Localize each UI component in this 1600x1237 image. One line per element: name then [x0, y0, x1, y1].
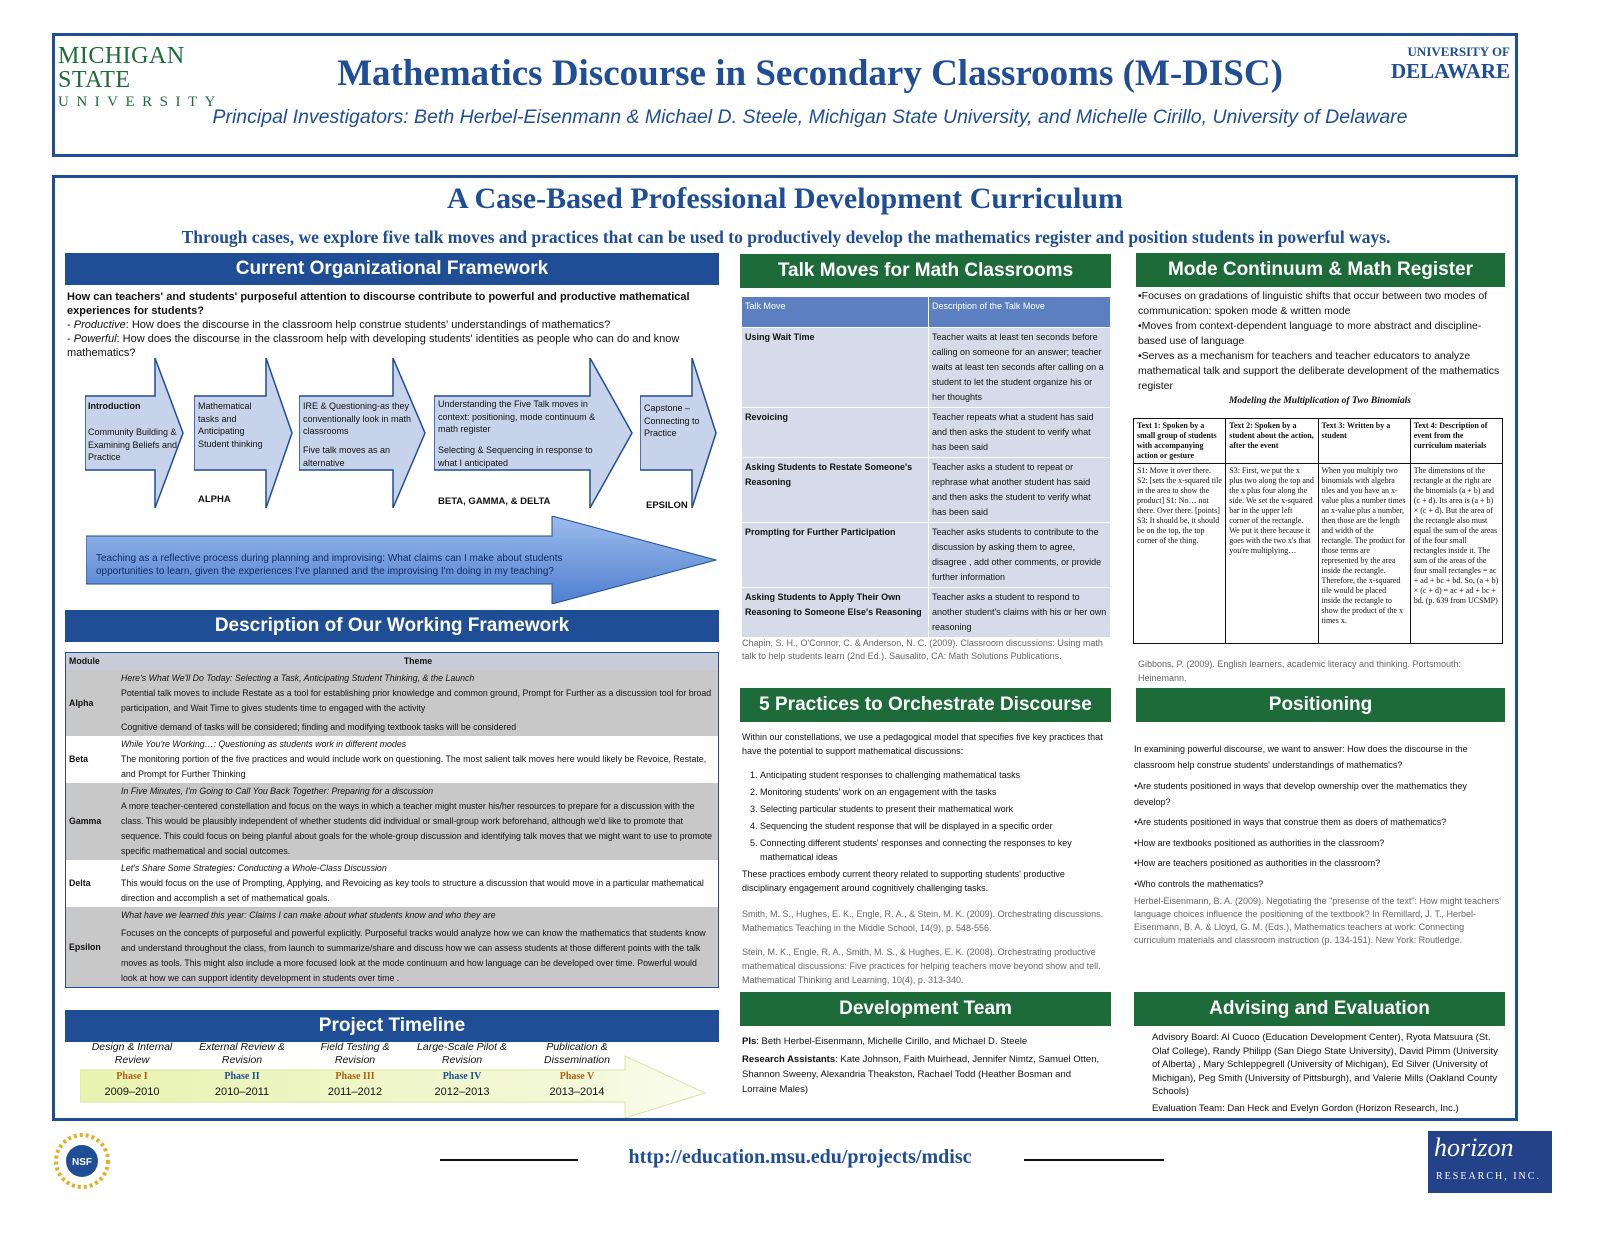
msu-logo [58, 44, 248, 112]
positioning-citation: Herbel-Eisenmann, B. A. (2009). Negotiating the "presense of the text": How might teachers' language choices influence the positioning of the textbook? In Remillard, J. T., Herbel-Eisenmann, B. A. & Lloyd, G. M. (Eds.), Mathematics teachers at work: Connecting curriculum materials and classroom instruction (p. 134-151). New York: Routledge. [1134, 896, 1501, 945]
investigators: Principal Investigators: Beth Herbel-Eisenmann & Michael D. Steele, Michigan State University, and Michelle Cirillo, University of Delaware [212, 106, 1408, 128]
mode-header: Text 2: Spoken by a student about the action, after the event [1226, 419, 1318, 464]
arrow-mathematical-tasks [194, 358, 294, 508]
ud-logo-line1: UNIVERSITY OF [1407, 44, 1510, 59]
table-row [66, 783, 719, 860]
talk-moves-title: Talk Moves for Math Classrooms [740, 254, 1111, 288]
bullet: •Serves as a mechanism for teachers and teacher educators to analyze mathematical talk and support the deliberate development of the mathematics register [1138, 350, 1500, 392]
arrow-body: Community Building & Examining Beliefs and Practice [88, 427, 178, 462]
timeline-title: Project Timeline [65, 1010, 719, 1042]
talk-desc: Teacher waits at least ten seconds before calling on someone for an answer; teacher waits at least ten seconds after calling on a student to let the student organize his or her thoughts [929, 328, 1111, 408]
talk-move: Using Wait Time [742, 328, 929, 408]
footer-line-left [440, 1159, 578, 1161]
mode-continuum-bullets [1138, 289, 1506, 394]
label-epsilon: EPSILON [646, 500, 688, 511]
talk-desc: Teacher asks a student to repeat or rephrase what another student has said and then asks the student to verify what has been said [929, 458, 1111, 523]
module-theme [118, 736, 719, 783]
mode-header: Text 1: Spoken by a small group of students with accompanying action or gesture [1134, 419, 1226, 464]
mode-table-title: Modeling the Multiplication of Two Binomials [1228, 396, 1412, 406]
talk-desc: Teacher asks a student to respond to another student's claims with his or her own reasoning [929, 588, 1111, 638]
msu-logo-line1: MICHIGAN STATE [58, 43, 185, 93]
table-row [66, 860, 719, 907]
powerful-label: Powerful [73, 333, 117, 345]
theme-line: Potential talk moves to include Restate as a tool for establishing prior knowledge and common ground, Prompt for Further as a discussion tool for broad participation, and Wait Time to gives students time to engaged with the activity [121, 688, 712, 713]
horizon-logo [1428, 1131, 1552, 1193]
table-row [1134, 464, 1503, 644]
table-row [742, 588, 1111, 638]
col-theme: Theme [118, 653, 719, 671]
table-row [742, 408, 1111, 458]
advising-title: Advising and Evaluation [1134, 992, 1505, 1026]
theme-heading: Let's Share Some Strategies: Conducting a Whole-Class Discussion [121, 863, 387, 873]
module-name: Beta [66, 736, 119, 783]
phase-stage: Publication & Dissemination [544, 1041, 610, 1066]
ud-logo-line2: DELAWARE [1390, 59, 1510, 83]
productive-text: : How does the discourse in the classroom help construe students' understandings of mathematics? [125, 319, 611, 331]
table-row [66, 907, 719, 988]
phase-name: Phase III [335, 1071, 375, 1082]
list-item: 5. Connecting different students' responses and connecting the responses to key mathematical ideas [760, 836, 1108, 864]
module-name: Epsilon [66, 907, 119, 988]
phase-years: 2010–2011 [214, 1086, 270, 1098]
powerful-text: : How does the discourse in the classroom help with developing students' identities as people who can do and know mathematics? [67, 333, 680, 359]
arrow-ire-questioning [299, 358, 427, 508]
arrow-introduction [85, 358, 185, 508]
horizon-word: orizon [1447, 1133, 1514, 1162]
timeline-phase [197, 1041, 287, 1098]
mode-continuum-citation: Gibbons, P. (2009). English learners, academic literacy and thinking. Portsmouth: Heinemann. [1138, 659, 1462, 683]
positioning-intro: In examining powerful discourse, we want to answer: How does the discourse in the classroom help construe students' understandings of mathematics? [1134, 744, 1468, 770]
five-practices-body [742, 730, 1108, 987]
mode-continuum-table [1133, 418, 1503, 644]
positioning-title: Positioning [1136, 688, 1505, 722]
dev-team-title: Development Team [740, 992, 1111, 1026]
list-item: 2. Monitoring students' work on an engagement with the tasks [760, 785, 1108, 799]
pis-names: : Beth Herbel-Eisenmann, Michelle Cirillo, and Michael D. Steele [756, 1036, 1028, 1047]
phase-name: Phase I [116, 1071, 148, 1082]
list-item: 1. Anticipating student responses to challenging mathematical tasks [760, 768, 1108, 782]
mode-cell: The dimensions of the rectangle at the right are the binomials (a + b) and (c + d). Its area is (a + b) × (c + d). But the area of the rectangle also must equal the sum of the areas of the four small rectangles inside it. The sum of the areas of the four small rectangles = ac + ad + bc + bd. So, (a + b) × (c + d) = ac + ad + bc + bd. (p. 639 from UCSMP) [1410, 464, 1502, 644]
org-framework-title: Current Organizational Framework [65, 253, 719, 285]
phase-stage: Field Testing & Revision [320, 1041, 390, 1066]
five-practices-cite1: Smith, M. S., Hughes, E. K., Engle, R. A., & Stein, M. K. (2009). Orchestrating discussions. Mathematics Teaching in the Middle School, 14(9), p. 548-556. [742, 909, 1104, 933]
talk-desc: Teacher repeats what a student has said and then asks the student to verify what has been said [929, 408, 1111, 458]
ra-label: Research Assistants [742, 1054, 836, 1065]
phase-name: Phase IV [442, 1071, 482, 1082]
five-practices-list [742, 768, 1108, 864]
module-theme [118, 907, 719, 988]
phase-name: Phase II [224, 1071, 260, 1082]
five-practices-intro: Within our constellations, we use a pedagogical model that specifies five key practices that have the potential to support mathematical discussions: [742, 732, 1103, 756]
label-alpha: ALPHA [198, 494, 231, 505]
poster-title: Mathematics Discourse in Secondary Classrooms (M-DISC) [337, 53, 1283, 94]
theme-line: The monitoring portion of the five practices and would include work on questioning. The most salient talk moves here would likely be Revoice, Restate, and Prompt for Further Thinking [121, 754, 707, 779]
org-productive: - Productive: How does the discourse in the classroom help construe students' understandings of mathematics? [67, 319, 611, 331]
working-framework-table [65, 652, 719, 988]
ud-logo [1386, 44, 1510, 82]
module-name: Alpha [66, 670, 119, 736]
reflective-arrow [86, 516, 718, 604]
phase-stage: Large-Scale Pilot & Revision [417, 1041, 507, 1066]
phase-stage: External Review & Revision [199, 1041, 285, 1066]
table-row [66, 670, 719, 736]
pis-label: PIs [742, 1036, 757, 1047]
productive-label: Productive [73, 319, 126, 331]
bullet: •Moves from context-dependent language to more abstract and discipline-based use of language [1138, 320, 1482, 347]
phase-stage: Design & Internal Review [91, 1041, 173, 1066]
col-module: Module [66, 653, 119, 671]
theme-line: A more teacher-centered constellation and focus on the ways in which a teacher might muster his/her resources to prepare for a discussion with the class. This would be plausibly independent of whether students did individual or small-group work beforehand, although we'd like to promote that sequence. This could focus on being planful about goals for the whole-group discussion and identifying talk moves that we might want to use to promote specific mathematical and social outcomes. [121, 801, 713, 856]
nsf-seal-icon [54, 1133, 110, 1189]
arrow-title: Capstone – Connecting to Practice [644, 403, 700, 438]
mode-continuum-title: Mode Continuum & Math Register [1136, 253, 1505, 287]
positioning-body [1134, 742, 1502, 947]
theme-line: Cognitive demand of tasks will be considered; finding and modifying textbook tasks will be considered [121, 722, 517, 732]
main-subheading: Through cases, we explore five talk moves and practices that can be used to productively develop the mathematics register and position students in powerful ways. [181, 227, 1391, 247]
org-powerful: - Powerful: How does the discourse in the classroom help with developing students' identities as people who can do and know mathematics? [67, 333, 680, 359]
theme-heading: Here's What We'll Do Today: Selecting a Task, Anticipating Student Thinking, & the Launch [121, 673, 475, 683]
timeline-phase [532, 1041, 622, 1098]
phase-name: Phase V [559, 1071, 595, 1082]
phase-years: 2011–2012 [327, 1086, 383, 1098]
arrow-title: Mathematical tasks and Anticipating Student thinking [198, 401, 263, 449]
bullet: •Who controls the mathematics? [1134, 878, 1264, 889]
reflective-text: Teaching as a reflective process during planning and improvising: What claims can I make about students opportunities to learn, given the experiences I've planned and the improvising I'm doing in my teaching? [96, 553, 563, 577]
list-item: 4. Sequencing the student response that will be displayed in a specific order [760, 819, 1108, 833]
table-row [66, 736, 719, 783]
list-item: 3. Selecting particular students to present their mathematical work [760, 802, 1108, 816]
col-talk-move: Talk Move [742, 297, 929, 328]
table-row [742, 523, 1111, 588]
talk-desc: Teacher asks students to contribute to the discussion by asking them to agree, disagree , add other comments, or provide further information [929, 523, 1111, 588]
dev-team-pis [742, 1034, 1108, 1049]
advising-body [1152, 1031, 1502, 1115]
arrow-five-talk-moves [434, 358, 634, 508]
table-row [742, 328, 1111, 408]
module-name: Gamma [66, 783, 119, 860]
arrow-body: Five talk moves as an alternative [303, 445, 391, 468]
phase-years: 2013–2014 [549, 1086, 605, 1098]
arrow-capstone [640, 358, 718, 508]
bullet: •How are textbooks positioned as authorities in the classroom? [1134, 837, 1385, 848]
bullet: •How are teachers positioned as authorities in the classroom? [1134, 858, 1381, 868]
ra-names: : Kate Johnson, Faith Muirhead, Jennifer Nimtz, Samuel Otten, Shannon Sweeny, Alexandria Theakston, Rachael Todd (Heather Bosman and Lorraine Males) [742, 1054, 1100, 1095]
msu-logo-line2: UNIVERSITY [58, 94, 223, 110]
module-theme [118, 670, 719, 736]
dev-team-ra [742, 1052, 1108, 1097]
mode-cell: S1: Move it over there. S2: [sets the x-squared tile in the area to show the product] S1: No… not there. Over there. [points] S3: It should be, it should be on the top, the top corner of the thing. [1134, 464, 1226, 644]
phase-years: 2009–2010 [104, 1086, 160, 1098]
theme-line: Focuses on the concepts of purposeful and powerful explicitly. Purposeful tracks would analyze how we can know the mathematics that students know and understand throughout the class, from launch to summarize/share and discuss how we can assess students at those different points with the talk moves as tools. This might also include a more focused look at the mode continuum and how language can be developed over time. Powerful would look at how we can support identity development in students over time . [121, 928, 706, 983]
arrow-title: IRE & Questioning-as they conventionally look in math classrooms [303, 401, 412, 436]
col-talk-desc: Description of the Talk Move [929, 297, 1111, 328]
timeline-phase [417, 1041, 507, 1098]
timeline-phase [87, 1041, 177, 1098]
five-practices-closing: These practices embody current theory related to supporting students' productive disciplinary engagement around cognitively challenging tasks. [742, 869, 1065, 893]
five-practices-title: 5 Practices to Orchestrate Discourse [740, 688, 1111, 722]
theme-line: This would focus on the use of Prompting, Applying, and Revoicing as key tools to structure a discussion that would move in a particular mathematical direction and accomplish a set of mathematical goals. [121, 878, 704, 903]
talk-move: Prompting for Further Participation [742, 523, 929, 588]
arrow-title: Introduction [88, 401, 141, 411]
bullet: •Are students positioned in ways that develop ownership over the mathematics they develop? [1134, 781, 1467, 807]
talk-move: Asking Students to Restate Someone's Reasoning [742, 458, 929, 523]
mode-header: Text 3: Written by a student [1318, 419, 1410, 464]
nsf-logo [54, 1133, 110, 1189]
label-beta-gamma-delta: BETA, GAMMA, & DELTA [438, 496, 551, 507]
module-theme [118, 783, 719, 860]
timeline-phase [310, 1041, 400, 1098]
phase-years: 2012–2013 [434, 1086, 490, 1098]
theme-heading: While You're Working…: Questioning as students work in different modes [121, 739, 407, 749]
bullet: •Are students positioned in ways that construe them as doers of mathematics? [1134, 817, 1447, 827]
org-question-block [67, 290, 717, 360]
mode-header: Text 4: Description of event from the curriculum materials [1410, 419, 1502, 464]
horizon-logo-line2: RESEARCH, INC. [1436, 1171, 1541, 1182]
project-url[interactable]: http://education.msu.edu/projects/mdisc [628, 1146, 972, 1168]
theme-heading: In Five Minutes, I'm Going to Call You Back Together: Preparing for a discussion [121, 786, 434, 796]
table-row [742, 458, 1111, 523]
theme-heading: What have we learned this year: Claims I can make about what students know and who they are [121, 910, 496, 920]
horizon-logo-line1: horizon [1434, 1133, 1514, 1162]
mode-cell: When you multiply two binomials with algebra tiles and you have an x-value plus a number times an x-value plus a number, then those are the length and width of the rectangle. The product for those terms are represented by the area inside the rectangle. Therefore, the x-squared tile would be placed inside the rectangle to show the product of the x times x. [1318, 464, 1410, 644]
arrow-title: Understanding the Five Talk moves in context: positioning, mode continuum & math register [438, 399, 596, 434]
talk-moves-table [741, 296, 1111, 638]
org-question: How can teachers' and students' purposeful attention to discourse contribute to powerful and productive mathematical experiences for students? [67, 291, 690, 317]
nsf-text: NSF [72, 1157, 92, 1168]
dev-team-body [742, 1034, 1108, 1097]
talk-move: Asking Students to Apply Their Own Reasoning to Someone Else's Reasoning [742, 588, 929, 638]
mode-cell: S3: First, we put the x plus two along the top and the x plus four along the side. We set the x-squared bar in the upper left corner of the rectangle. We put it there because it goes with the two x's that you're multiplying… [1226, 464, 1318, 644]
five-practices-cite2: Stein, M. K., Engle, R. A., Smith, M. S., & Hughes, E. K. (2008). Orchestrating productive mathematical discussions: Five practices for helping teachers move beyond show and tell. Mathematical Thinking and Learning, 10(4), p. 313-340. [742, 947, 1101, 985]
module-theme [118, 860, 719, 907]
working-framework-title: Description of Our Working Framework [65, 610, 719, 642]
footer-line-right [1024, 1159, 1164, 1161]
module-name: Delta [66, 860, 119, 907]
evaluation-team: Evaluation Team: Dan Heck and Evelyn Gordon (Horizon Research, Inc.) [1152, 1102, 1459, 1114]
main-heading: A Case-Based Professional Development Curriculum [446, 182, 1124, 215]
bullet: •Focuses on gradations of linguistic shifts that occur between two modes of communication: spoken mode & written mode [1138, 290, 1488, 317]
arrow-body: Selecting & Sequencing in response to what I anticipated [438, 445, 593, 468]
talk-moves-citation: Chapin, S. H., O'Connor, C. & Anderson, N. C. (2009). Classroom discussions: Using math talk to help students learn (2nd Ed.). Sausalito, CA: Math Solutions Publications. [742, 638, 1103, 661]
advisory-board: Advisory Board: Al Cuoco (Education Development Center), Ryota Matsuura (St. Olaf College), Randy Philipp (San Diego State University), David Pimm (University of Alberta) , Mary Schleppegrell (University of Michigan), Ed Silver (University of Michigan), Peg Smith (University of Pittsburgh), and Valerie Mills (Oakland County Schools) [1152, 1032, 1498, 1097]
talk-move: Revoicing [742, 408, 929, 458]
